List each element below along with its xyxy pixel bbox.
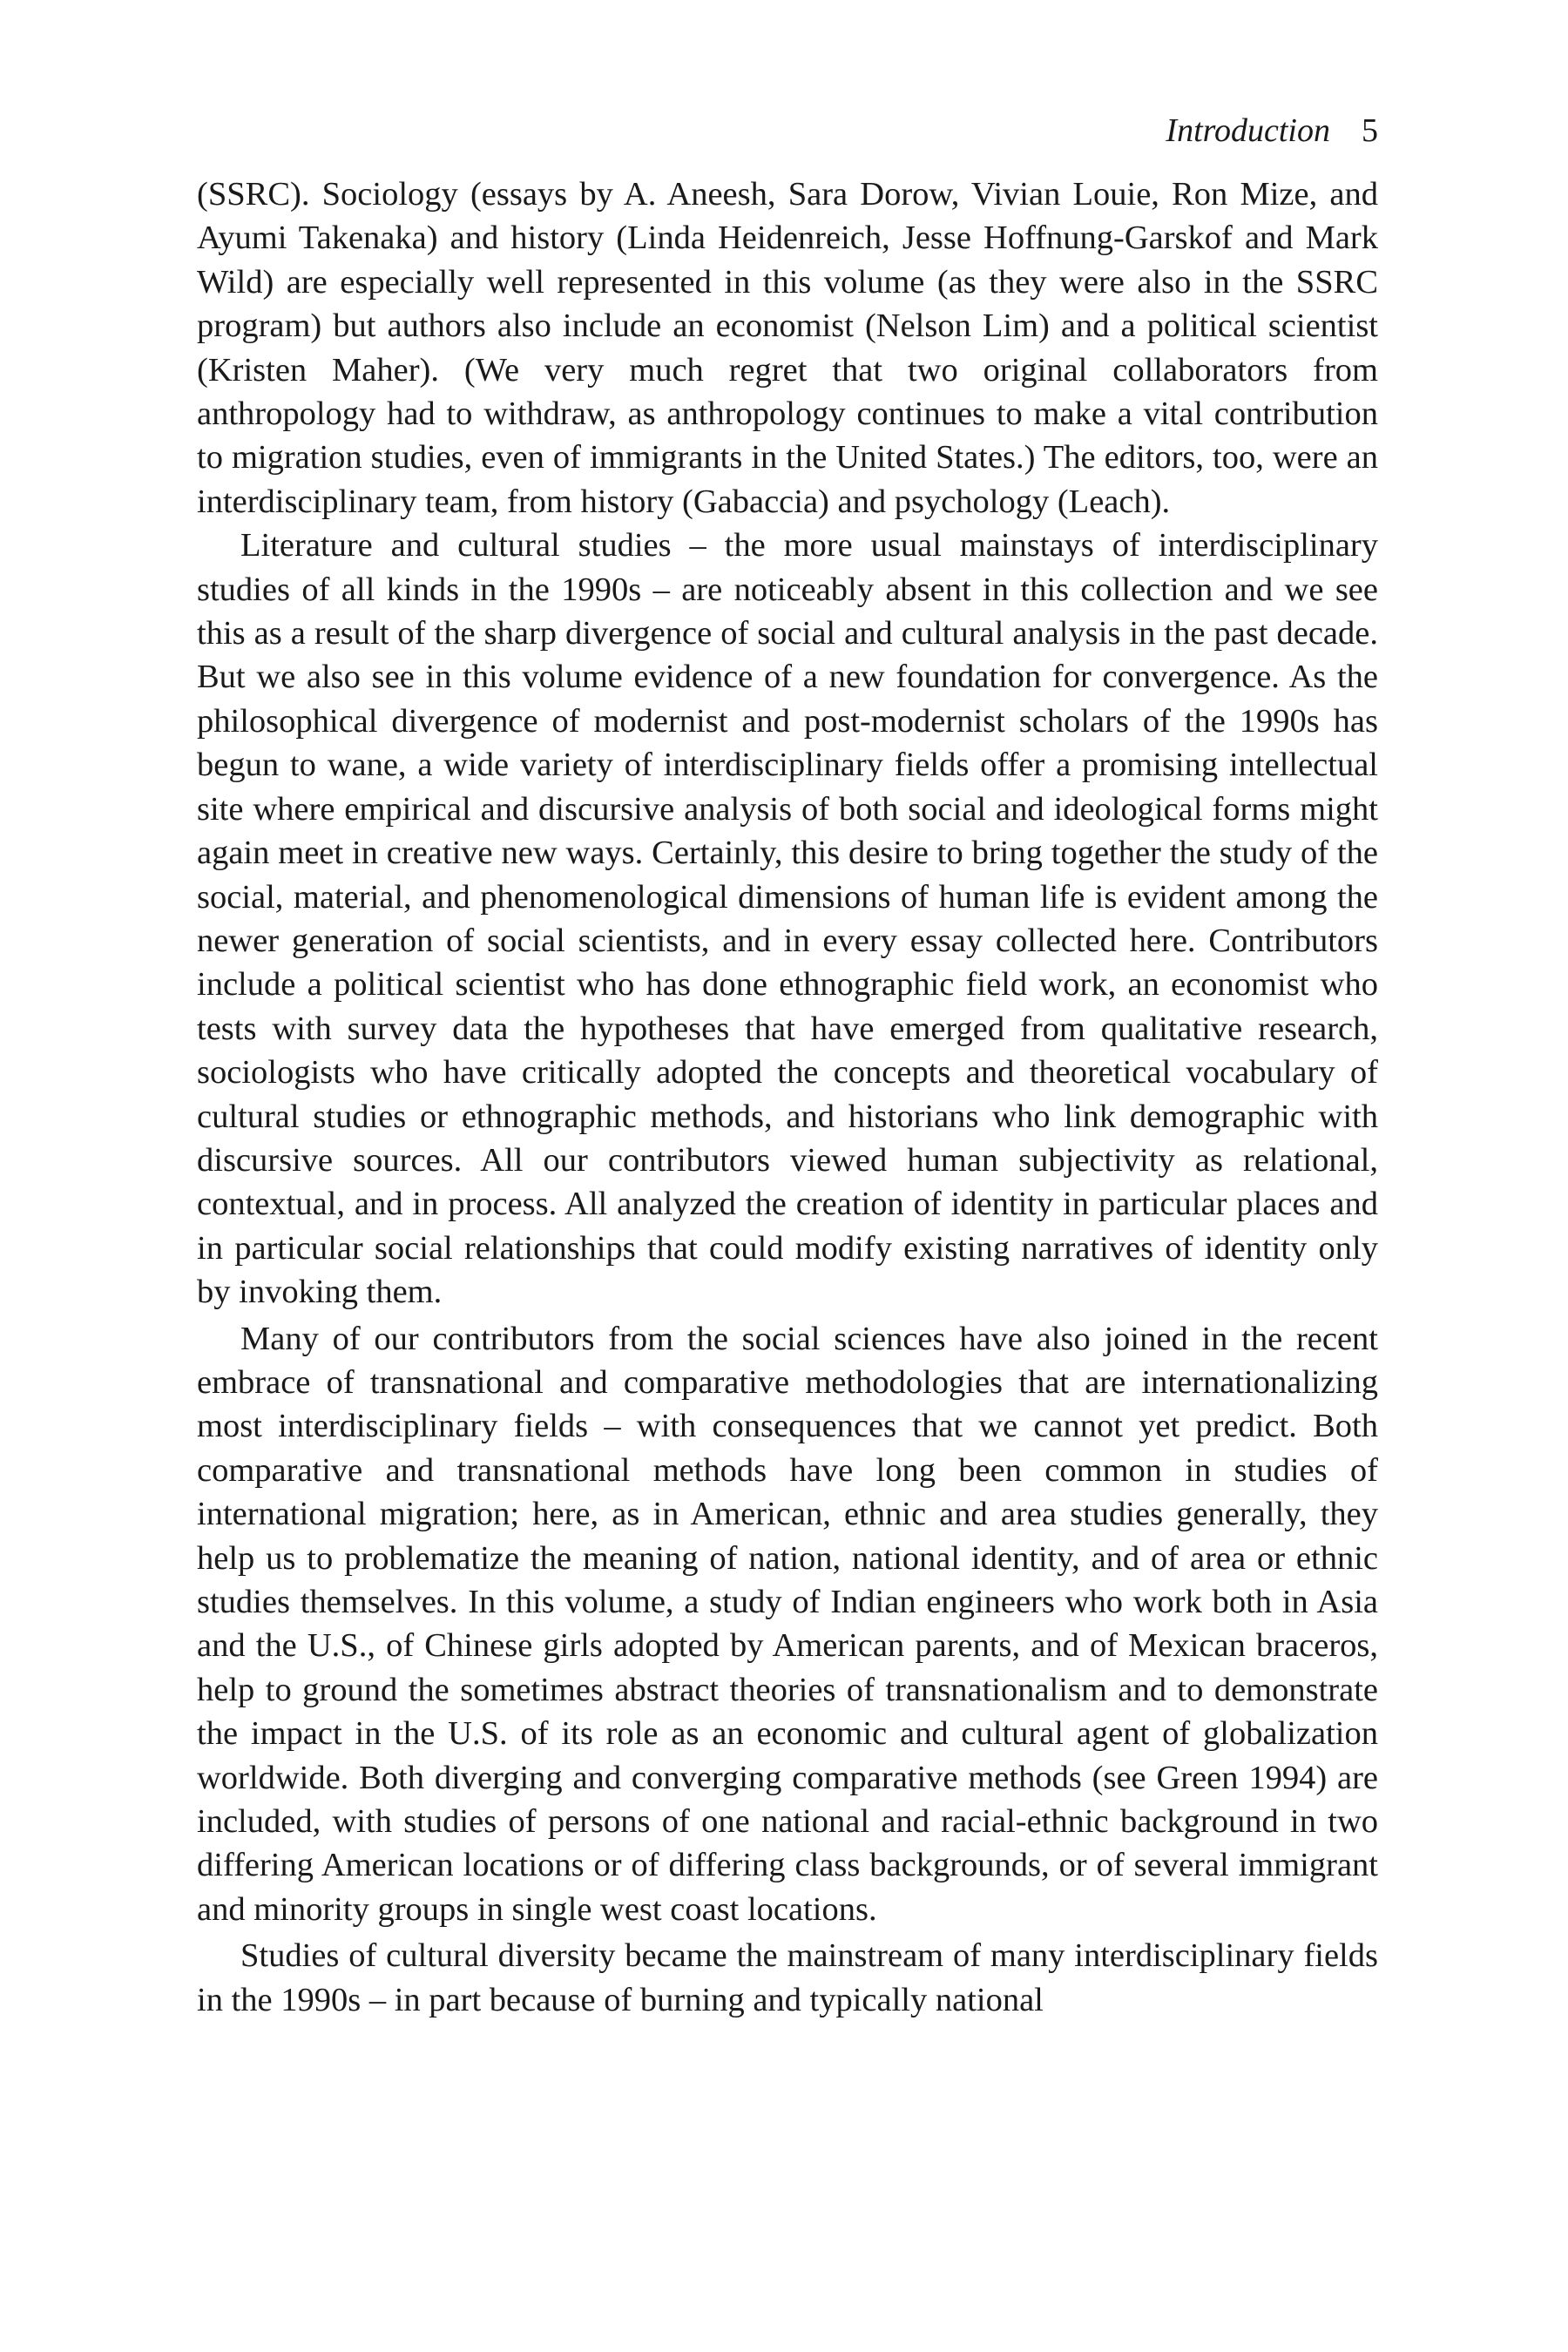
paragraph-2: Literature and cultural studies – the more usual mainstays of interdisciplinary studies of all kinds in the 1990s – are noticeably absent in this collection and we see this as a result of the sharp divergence of social and cultural analysis in the past decade. But we also see in this volume evidence of a new foundation for convergence. As the philosophical divergence of modernist and post-modernist scholars of the 1990s has begun to wane, a wide variety of interdisciplinary fields offer a promising intellectual site where empirical and discursive analysis of both social and ideological forms might again meet in creative new ways. Certainly, this desire to bring together the study of the social, material, and phenomenological dimensions of human life is evident among the newer generation of social scientists, and in every essay collected here. Contributors include a political scientist who has done ethnographic field work, an economist who tests with survey data the hypotheses that have emerged from qualitative research, sociologists who have critically adopted the concepts and theoretical vocabulary of cultural studies or ethnographic methods, and historians who link demographic with discursive sources. All our contributors viewed human subjectivity as relational, contextual, and in process. All analyzed the creation of identity in particular places and in particular social relationships that could modify existing narratives of identity only by invoking them. [197, 527, 1378, 1311]
paragraph-4: Studies of cultural diversity became the mainstream of many interdisciplinary fields in the 1990s – in part because of burning and typically national [197, 1937, 1378, 2018]
running-head [1166, 112, 1378, 150]
paragraph-3: Many of our contributors from the social sciences have also joined in the recent embrace of transnational and comparative methodologies that are internationalizing most interdisciplinary fields – with consequences that we cannot yet predict. Both comparative and transnational methods have long been common in studies of international migration; here, as in American, ethnic and area studies generally, they help us to problematize the meaning of nation, national identity, and of area or ethnic studies themselves. In this volume, a study of Indian engineers who work both in Asia and the U.S., of Chinese girls adopted by American parents, and of Mexican braceros, help to ground the sometimes abstract theories of transnationalism and to demonstrate the impact in the U.S. of its role as an economic and cultural agent of globalization worldwide. Both diverging and converging comparative methods (see Green 1994) are included, with studies of persons of one national and racial-ethnic background in two differing American locations or of differing class backgrounds, or of several immigrant and minority groups in single west coast locations. [197, 1320, 1378, 1928]
paragraph-1: (SSRC). Sociology (essays by A. Aneesh, Sara Dorow, Vivian Louie, Ron Mize, and Ayumi Takenaka) and history (Linda Heidenreich, Jesse Hoffnung-Garskof and Mark Wild) are especially well represented in this volume (as they were also in the SSRC program) but authors also include an economist (Nelson Lim) and a political scientist (Kristen Maher). (We very much regret that two original collaborators from anthropology had to withdraw, as anthropology continues to make a vital contribution to migration studies, even of immigrants in the United States.) The editors, too, were an interdisciplinary team, from history (Gabaccia) and psychology (Leach). [197, 176, 1378, 520]
body-text [197, 172, 1378, 2022]
page-number: 5 [1362, 112, 1378, 149]
running-head-title: Introduction [1166, 112, 1330, 149]
